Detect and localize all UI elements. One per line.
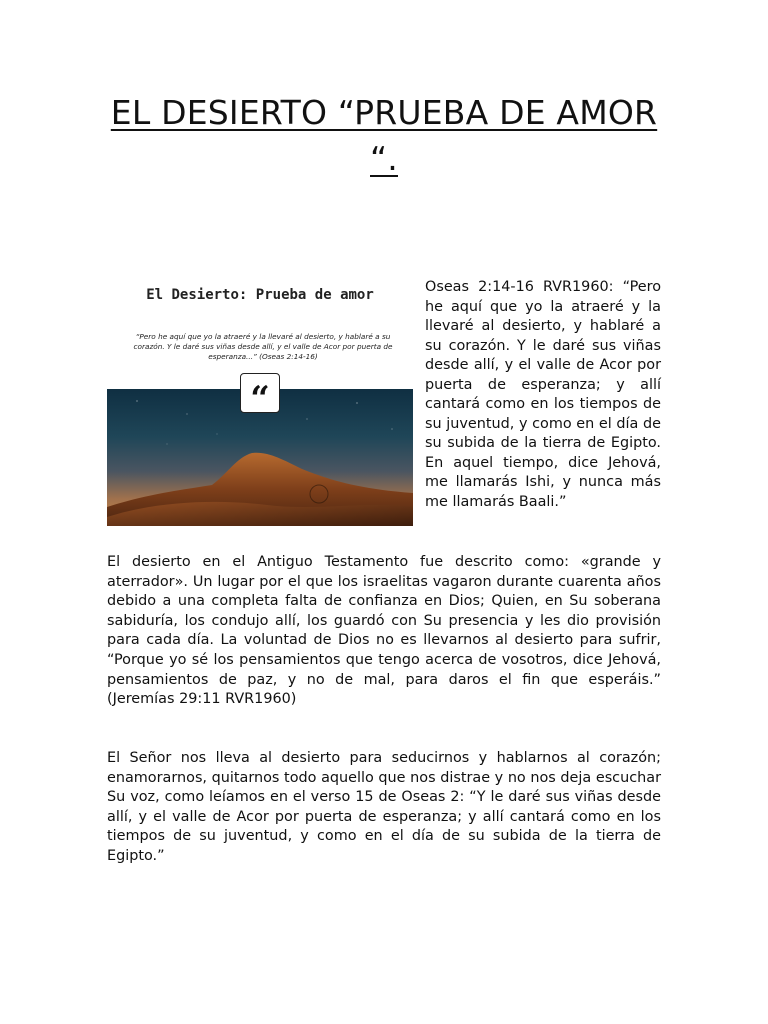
page-title: EL DESIERTO “PRUEBA DE AMOR “. [110,93,658,178]
body-paragraph-1: El desierto en el Antiguo Testamento fue descrito como: «grande y aterrador». Un lugar por el que los israelitas vagaron durante cuarenta años debido a una completa falta de confianza en Dios; Quien, en Su soberana sabiduría, los condujo allí, los guardó con Su presencia y les dio provisión para cada día. La voluntad de Dios no es llevarnos al desierto para sufrir, “Porque yo sé los pensamientos que tengo acerca de vosotros, dice Jehová, pensamientos de paz, y no de mal, para daros el fin que esperáis.” (Jeremías 29:11 RVR1960) [107,554,661,708]
image-title: El Desierto: Prueba de amor [146,287,374,303]
body-paragraph-2: El Señor nos lleva al desierto para seducirnos y hablarnos al corazón; enamorarnos, quitarnos todo aquello que nos distrae y no nos deja escuchar Su voz, como leíamos en el verso 15 de Oseas 2: “Y le daré sus viñas desde allí, y el valle de Acor por puerta de esperanza; y allí cantará como en los tiempos de su juventud, y como en el día de su subida de la tierra de Egipto.” [107,750,661,864]
quote-marks-icon: “ [240,373,280,413]
article-image [107,279,413,526]
scripture-passage: Oseas 2:14-16 RVR1960: “Pero he aquí que yo la atraeré y la llevaré al desierto, y hablaré a su corazón. Y le daré sus viñas desde allí, y el valle de Acor por puerta de esperanza; y allí cantará como en los tiempos de su juventud, y como en el día de su subida de la tierra de Egipto. En aquel tiempo, dice Jehová, me llamarás Ishi, y nunca más me llamarás Baali.” [425,279,661,510]
image-quote: “Pero he aquí que yo la atraeré y la llevaré al desierto, y hablaré a su corazón. Y le daré sus viñas desde allí, y el valle de Acor por puerta de esperanza...” (Oseas 2:14-16) [133,332,393,361]
